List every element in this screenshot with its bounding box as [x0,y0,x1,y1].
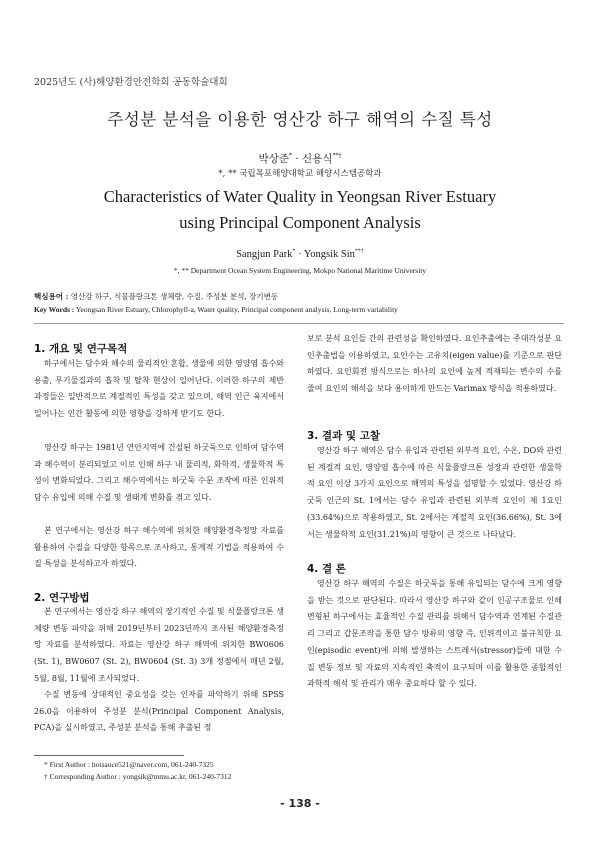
page-number: - 138 - [280,797,320,810]
keywords-korean-label: 핵심용어 : [34,292,69,301]
keywords-english [34,305,574,314]
author-1-kr-mark: * [288,152,292,160]
author-2-en: Yongsik Sin [303,249,355,260]
footnote-first-author: * First Author : hotsauce521@naver.com, 061-240-7325 [44,760,214,769]
author-2-en-mark: **† [354,248,364,255]
author-separator: · [291,153,302,165]
section-1-paragraph-1: 하구에서는 담수와 해수의 물리적인 혼합, 생물에 의한 영양염 흡수와 용출, 무기물질과의 흡착 및 탈착 현상이 일어난다. 이러한 하구의 제반과정들은 일반적으로 계절적인 특성을 갖고 있으며, 해역 인근 육지에서 일어나는 인간 활동에 의한 영향을 강하게 받기도 한다. [34,359,284,419]
section-4-paragraph-1: 영산강 하구 해역의 수질은 하굿둑을 통해 유입되는 담수에 크게 영향을 받는 것으로 판단된다. 따라서 영산강 하구와 같이 인공구조물로 인해 변형된 하구에서는 효율적인 수질 관리를 위해서 담수역과 연계된 수질관리 그리고 갑문조작을 통한 담수 방류의 영향 즉, 인위적이고 불규칙한 요인(episodic event)에 의해 발생하는 스트레서(stressor)들에 대한 수질 변동 정보 및 자료의 지속적인 축적이 요구되며 이를 활용한 종합적인 과학적 해석 및 관리가 매우 중요하다 할 수 있다. [307,579,562,689]
english-title-line-2: using Principal Component Analysis [179,213,421,232]
korean-authors [0,151,600,166]
author-separator-en: · [295,249,304,260]
english-affiliation: *, ** Department Ocean System Engineering, Mokpo National Maritime University [173,266,427,275]
keywords-korean-text: 영산강 하구, 식물플랑크톤 생체량, 수질, 주성분 분석, 장기변동 [68,292,279,301]
section-3-paragraph-1: 영산강 하구 해역은 담수 유입과 관련된 외부적 요인, 수온, DO와 관련된 계절적 요인, 영양염 흡수에 따른 식물플랑크톤 성장과 관련한 생물학적 요인 이상 3가지 요인으로 해역의 특성을 설명할 수 있었다. 영산강 하굿둑 인근의 St. 1에서는 담수 유입과 관련된 외부적 요인이 제 1요인(33.64%)으로 작용하였고, St. 2에서는 계절적 요인(36.66%), St. 3에서는 생물학적 요인(31.21%)의 영향이 큰 것으로 나타났다. [307,446,562,539]
english-authors [0,249,600,260]
conference-header: 2025년도 (사)해양환경안전학회 공동학술대회 [34,77,228,88]
section-2-heading: 2. 연구방법 [34,592,90,604]
section-1-heading: 1. 개요 및 연구목적 [34,343,128,355]
author-1-kr: 박상준 [258,153,289,165]
korean-title: 주성분 분석을 이용한 영산강 하구 해역의 수질 특성 [107,110,493,129]
keywords-english-label: Key Words : [34,305,75,314]
english-title [0,184,600,236]
keywords-korean [34,291,574,302]
section-3-heading: 3. 결과 및 고찰 [307,430,380,442]
section-2-paragraph-2-continued: 보로 분석 요인들 간의 관련성을 확인하였다. 요인추출에는 주대각성분 요인추출법을 이용하였고, 요인수는 고유치(eigen value)를 기준으로 판단하였다. 요인회전 방식으로는 하나의 요인에 높게 적재되는 변수의 수를 줄여 요인의 해석을 보다 용이하게 만드는 Varimax 방식을 적용하였다. [307,334,562,394]
author-1-en: Sangjun Park [236,249,293,260]
author-2-kr: 신용식 [302,153,333,165]
footnote-corresponding-author: † Corresponding Author : yongsik@mmu.ac.kr, 061-240-7312 [44,772,232,781]
footnote-divider [34,755,184,756]
section-4-heading: 4. 결 론 [307,563,346,575]
section-1-paragraph-2: 영산강 하구는 1981년 연안지역에 건설된 하굿둑으로 인하여 담수역과 해수역이 분리되었고 이로 인해 하구 내 물리적, 화학적, 생물학적 특성이 변화되었다. 그리고 해수역에서는 하굿둑 수문 조작에 따른 인위적 담수 유입에 의해 수질 및 생태계 변화를 겪고 있다. [34,443,284,503]
author-2-kr-mark: **† [332,152,342,160]
section-1-paragraph-3: 본 연구에서는 영산강 하구 해수역에 위치한 해양환경측정망 자료를 활용하여 수질을 다양한 항목으로 조사하고, 통계적 기법을 적용하여 수질 특성을 분석하고자 하였다. [34,526,284,569]
section-2-paragraph-2-start: 수질 변동에 상대적인 중요성을 갖는 인자를 파악하기 위해 SPSS 26.0을 이용하여 주성분 분석(Principal Component Analysis, PCA)을 실시하였고, 주성분 분석을 통해 추출된 정 [34,690,284,733]
english-title-line-1: Characteristics of Water Quality in Yeongsan River Estuary [103,187,497,206]
author-1-en-mark: * [292,248,296,255]
header-divider [34,323,564,324]
keywords-english-text: Yeongsan River Estuary, Chlorophyll-a, Water quality, Principal component analysis, Long-term variability [74,305,398,314]
korean-affiliation: *, ** 국립목포해양대학교 해양시스템공학과 [218,169,382,179]
section-2-paragraph-1: 본 연구에서는 영산강 하구 해역의 장기적인 수질 및 식물플랑크톤 생체량 변동 파악을 위해 2019년부터 2023년까지 조사된 해양환경측정망 자료를 분석하였다. 자료는 영산강 하구 해역에 위치한 BW0606 (St. 1), BW0607 (St. 2), BW0604 (St. 3) 3개 정점에서 매년 2월, 5월, 8월, 11월에 조사되었다. [34,607,284,683]
